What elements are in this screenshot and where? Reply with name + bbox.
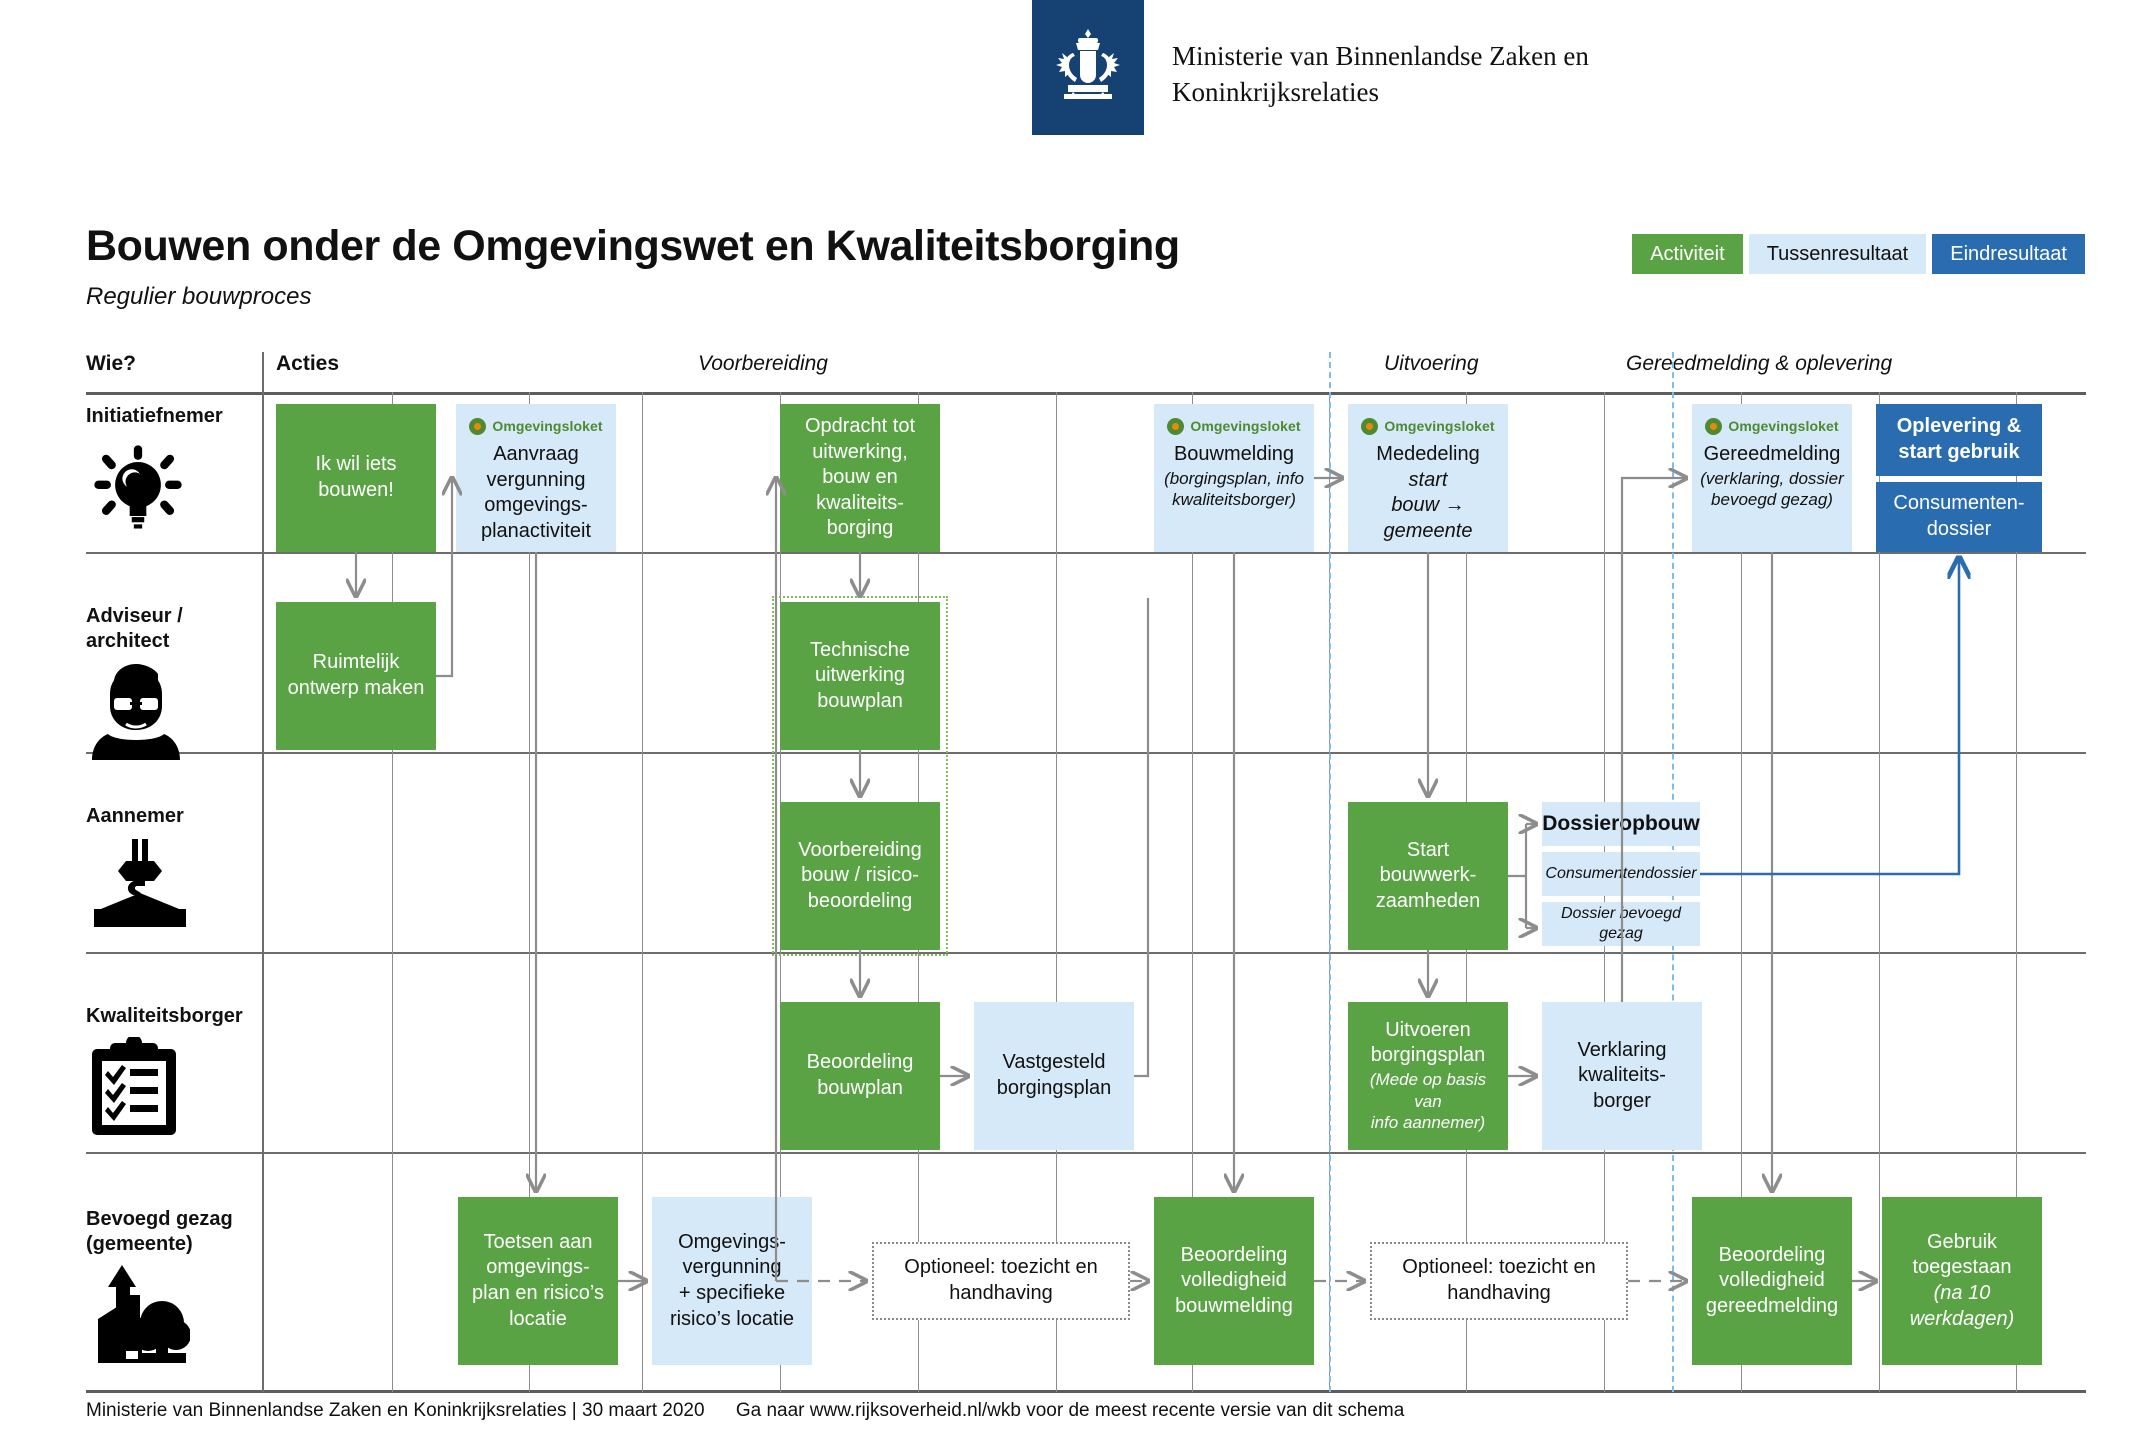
box-note: werkdagen) [1909, 1307, 2015, 1330]
process-grid [86, 352, 2086, 1392]
box-line: Beoordeling [1180, 1243, 1288, 1266]
box-line: + specifieke [678, 1282, 786, 1304]
box-line: handhaving [949, 1282, 1053, 1304]
box-line: Ik wil iets [315, 453, 397, 476]
legend-item-tussenresultaat[interactable]: Tussenresultaat [1749, 234, 1927, 274]
box-line: borger [1593, 1089, 1651, 1112]
box-line: ontwerp maken [287, 677, 425, 699]
box-line: volledigheid [1719, 1269, 1825, 1292]
box-line: borgingsplan [996, 1077, 1112, 1099]
box-line: bouwen! [318, 479, 394, 501]
box-line: beoordeling [807, 889, 913, 912]
box-line: locatie [509, 1307, 567, 1330]
box-line: bouw → gemeente [1383, 494, 1473, 542]
row-label-text-l2: (gemeente) [86, 1233, 193, 1255]
ministry-line1: Ministerie van Binnenlandse Zaken en [1172, 41, 1589, 71]
box-line: toegestaan [1912, 1256, 2012, 1279]
box-line: planactiviteit [480, 519, 592, 542]
row-label-text-l2: architect [86, 630, 170, 652]
box-line: vergunning [486, 468, 586, 491]
box-line: Dossier bevoegd gezag [1560, 904, 1682, 942]
omgevingsloket-label: Omgevingsloket [492, 418, 603, 434]
column-header-acties: Acties [276, 352, 340, 375]
box-line: bouw / risico- [801, 864, 919, 887]
box-line: dossier [1926, 518, 1992, 540]
box-line: uitwerking, [812, 440, 908, 463]
box-line: vergunning [682, 1256, 782, 1279]
ministry-line2: Koninkrijksrelaties [1172, 77, 1379, 108]
box-line-part: Mededeling [1376, 442, 1480, 465]
ministry-name [1172, 38, 1589, 111]
box-note: info aannemer) [1370, 1113, 1486, 1133]
box-line: Opdracht tot [804, 415, 916, 438]
box-line: borgingsplan [1370, 1044, 1486, 1067]
box-line: Oplevering & [1896, 415, 2022, 438]
box-line: Consumentendossier [1545, 864, 1697, 882]
box-note: (verklaring, dossier [1700, 468, 1844, 488]
box-line: bouwwerk- [1379, 864, 1477, 887]
box-line: plan en risico’s [472, 1282, 604, 1304]
page-subtitle: Regulier bouwproces [86, 283, 312, 310]
coat-of-arms-block [1032, 0, 1144, 135]
box-line: Toetsen aan [483, 1230, 593, 1253]
box-line: Beoordeling [806, 1051, 914, 1074]
column-header-wie: Wie? [86, 352, 136, 375]
footer-left: Ministerie van Binnenlandse Zaken en Koninkrijksrelaties | 30 maart 2020 [86, 1400, 705, 1421]
box-line: Bouwmelding [1173, 442, 1295, 465]
row-label-text-l1: Bevoegd gezag [86, 1208, 233, 1230]
dutch-coat-of-arms-icon [1051, 23, 1125, 113]
box-note: (borgingsplan, info [1164, 468, 1304, 488]
box-line: Aanvraag [493, 442, 579, 465]
box-line: start gebruik [1898, 441, 2020, 463]
legend-item-eindresultaat[interactable]: Eindresultaat [1932, 234, 2085, 274]
row-label-text: Aannemer [86, 805, 184, 827]
connector-layer [86, 352, 2086, 1392]
box-line: zaamheden [1375, 889, 1481, 912]
box-line: bouwmelding [1175, 1294, 1293, 1317]
box-line: Beoordeling [1718, 1243, 1826, 1266]
column-header-voorbereiding: Voorbereiding [698, 352, 828, 375]
box-note: (na 10 [1933, 1282, 1991, 1304]
row-label-text: Initiatiefnemer [86, 405, 223, 427]
footer [86, 1400, 1430, 1422]
box-line: omgevings- [486, 1256, 590, 1279]
omgevingsloket-label: Omgevingsloket [1190, 418, 1301, 434]
box-line: Consumenten- [1893, 492, 2025, 515]
box-line: kwaliteits- [816, 491, 904, 514]
legend [1632, 234, 2085, 274]
box-line: risico’s locatie [669, 1307, 795, 1330]
box-line: bouw en [822, 466, 898, 489]
box-line: borging [826, 517, 894, 540]
box-line: Technische [809, 638, 911, 661]
box-line: Voorbereiding [798, 838, 922, 861]
omgevingsloket-label: Omgevingsloket [1384, 418, 1495, 434]
box-line: Start [1406, 838, 1450, 861]
box-line: bouwplan [817, 689, 903, 712]
box-line: uitwerking [814, 664, 906, 687]
box-line: omgevings- [484, 494, 588, 517]
box-line: Gebruik [1926, 1230, 1998, 1253]
box-line: Gereedmelding [1703, 442, 1841, 465]
box-line: Dossieropbouw [1542, 811, 1700, 835]
column-header-gereedmelding: Gereedmelding & oplevering [1626, 352, 1893, 375]
box-line-emph: start [1408, 468, 1448, 491]
box-line: Ruimtelijk [312, 651, 400, 674]
column-header-uitvoering: Uitvoering [1384, 352, 1479, 375]
box-line: Optioneel: toezicht en [904, 1256, 1098, 1279]
box-line: bouwplan [817, 1077, 903, 1099]
ministry-logo [1032, 0, 1589, 135]
box-line: Optioneel: toezicht en [1402, 1256, 1596, 1279]
omgevingsloket-label: Omgevingsloket [1728, 418, 1839, 434]
box-line: kwaliteits- [1578, 1064, 1666, 1087]
box-line: Verklaring [1577, 1038, 1667, 1061]
box-note: bevoegd gezag) [1711, 490, 1833, 510]
box-line: Uitvoeren [1385, 1018, 1471, 1041]
legend-item-activiteit[interactable]: Activiteit [1632, 234, 1742, 274]
box-line: handhaving [1447, 1282, 1551, 1304]
footer-right: Ga naar www.rijksoverheid.nl/wkb voor de meest recente versie van dit schema [735, 1400, 1405, 1421]
box-line: gereedmelding [1705, 1294, 1839, 1317]
box-note: (Mede op basis van [1369, 1069, 1487, 1111]
page-title: Bouwen onder de Omgevingswet en Kwaliteitsborging [86, 222, 1180, 270]
box-note: kwaliteitsborger) [1172, 490, 1296, 510]
box-line: volledigheid [1181, 1269, 1287, 1292]
box-line: Vastgesteld [1002, 1051, 1106, 1074]
row-label-text-l1: Adviseur / [86, 605, 183, 627]
row-label-text: Kwaliteitsborger [86, 1005, 243, 1027]
box-line: Omgevings- [678, 1230, 786, 1253]
